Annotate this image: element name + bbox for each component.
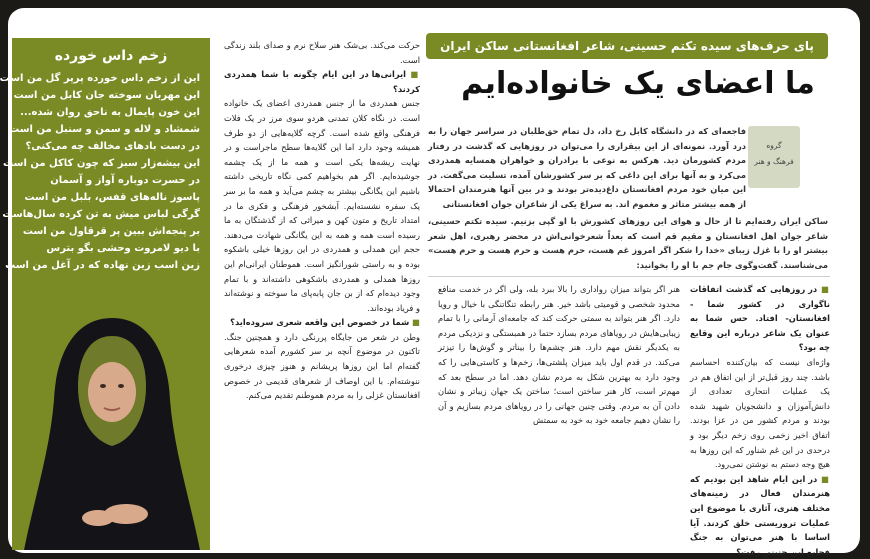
poem-line: در دست بادهای مخالف چه می‌کنی؟: [25, 141, 200, 152]
poem-line: این بیشه‌زار سبز که چون کاکل من است: [3, 158, 200, 169]
interview-question: ■ ایرانی‌ها در این ایام چگونه با شما همدردی کردند؟: [224, 69, 420, 94]
poem-title: زخم داس خورده: [54, 48, 168, 64]
poem-verses: [0, 70, 210, 274]
section-tag-line2: فرهنگ و هنر: [754, 157, 794, 166]
poem-line: بر پنجه‌اش ببین پر قرقاول من است: [22, 226, 200, 237]
poem-line: شمشاد و لاله و سمن و سنبل من است: [9, 124, 200, 135]
interview-question: ■ شما در خصوص این واقعه شعری سروده‌اید؟: [230, 317, 420, 328]
interview-question: ■ در روزهایی که گذشت اتفاقات ناگواری در کشور شما - افغانستان- افتاد. حس شما به عنوان یک شاعر درباره این وقایع چه بود؟: [690, 284, 830, 353]
poem-line: زین اسب زین نهاده که در آغل من است: [5, 260, 200, 271]
poem-line: این از زخم داس خورده پرپر گل من است: [0, 73, 200, 84]
interview-question: ■ در این ایام شاهد این بودیم که هنرمندان فعال در زمینه‌های مختلف هنری، آثاری با موضوع این عملیات تروریستی خلق کردند. آیا اساسا با هنر می‌توان به جنگ فجایع این چنینی رفت؟: [690, 473, 830, 557]
poem-line: این مهربان سوخته جان کابل من است: [13, 90, 200, 101]
column-3: [224, 38, 420, 403]
interview-answer: هنر اگر بتواند میزان رواداری را بالا ببرد بله، ولی اگر در خدمت منافع محدود شخصی و قومیتی باشد خیر. هنر رابطه تنگاتنگی با خیال و رویا دارد. اگر هنر بتواند به سمتی حرکت کند که جامعه‌ای آرمانی را با تمام زیبایی‌هایش در رویاهای مردم بسازد حتما در همبستگی و نزدیکی مردم به یکدیگر نقش مهم دارد. هنر چشم‌ها را بینا‌تر و گوش‌ها را تیزتر می‌کند. در قدم اول باید میزان پلشتی‌ها، زخم‌ها و کاستی‌هایی را که وجود دارد به بهترین شکل به مردم نشان دهد. اما در سطح بعد که مهم‌تر است، کار هنر ساختن است؛ ساختن یک جهان زیباتر و نشان دادن آن به مردم. وقتی چنین جهانی را در رویاهای مردم بسازیم و آن را نشان دهیم جامعه خود به خود به سمتش: [438, 284, 680, 426]
question-marker-icon: ■: [817, 473, 830, 484]
article-lead-continued: ساکن ایران رفته‌ایم تا از حال و هوای این روزهای کشورش با او گپی بزنیم. سیده تکتم حسینی، شاعر جوان اهل افغانستان و مقیم قم است که بعداً شعرخوانی‌اش در محضر رهبری، اهل شعر بیشتر او را با غزل زیبای «خدا را شکر اگر امروز غم هست، حرم هست و حرم هست و حرم هست» می‌شناسند. گفت‌وگوی جام جم با او را بخوانید:: [428, 216, 828, 270]
column-2: [438, 282, 680, 428]
article-kicker: پای حرف‌های سیده تکتم حسینی، شاعر افغانستانی ساکن ایران: [426, 33, 828, 59]
article-lead: فاجعه‌ای که در دانشگاه کابل رخ داد، دل تمام حق‌طلبان در سراسر جهان را به درد آورد. نمونه‌ای از این بیقراری را می‌توان در روزهایی که گذشت در رفتار مردم کشورمان دید. هرکس به نوعی با برادران و خواهران همسایه همدردی می‌کرد و به آنها برای این داغی که بر سر کشورشان آمده، تسلیت می‌گفت. در این میان خود مردم افغانستان داغ‌دیده‌تر بودند و در بین آنها هنرمندان احتمالا از همه بیشتر متاثر و مغموم اند. به سراغ یکی از شاعران جوان افغانستانی: [428, 126, 746, 209]
newspaper-page: [0, 8, 860, 557]
lead-divider: [428, 276, 830, 277]
poem-line: با دیو لامروت وحشی بگو بترس: [46, 243, 200, 254]
question-marker-icon: ■: [405, 69, 420, 80]
interview-answer: واژه‌ای نیست که بیان‌کننده احساسم باشد. چند روز قبل‌تر از این اتفاق هم در یک عملیات انتحاری تعدادی از دانش‌آموزان و دانشجویان شهید شده بودند و مردم کشور من در عزا بودند. اتفاق اخیر زخمی روی زخم دیگر بود و درحدی در این غم شناور که این روزها به هیچ وجه دستم به نوشتن نمی‌رود.: [690, 356, 830, 470]
interview-answer: وطن در شعر من جایگاه پررنگی دارد و همچنین جنگ. تاکنون در موضوع آنچه بر سر کشورم آمده شعرهایی گفته‌ام اما این روزها پریشانم و هنوز چیزی درخوری ننوشته‌ام. با این اوصاف از شعرهای قدیمی در خصوص افغانستان غزلی را به مردم هموطنم تقدیم می‌کنم.: [224, 331, 420, 401]
poem-line: گرگی لباس میش به تن کرده سال‌هاست: [2, 209, 200, 220]
article-headline: ما اعضای یک خانواده‌ایم: [461, 66, 815, 101]
interview-answer: جنس همدردی ما از جنس همدردی اعضای یک خانواده است. در نگاه کلان تمدنی هردو سوی مرز در یک فلات فرهنگی واقع شده است. گرچه گلایه‌هایی از دو طرف همیشه وجود دارد اما این گلایه‌ها سطح ماجراست و در نهایت ریشه‌ها یکی است و همه ما از یک چشمه جوشیده‌ایم. اگر هم بخواهیم کمی نگاه تاریخی داشته باشیم این یگانگی بیشتر به چشم می‌آید و همه ما بر سر یک سفره نشسته‌ایم. آبشخور فرهنگی و فکری ما در امتداد تاریخ و متون کهن و میراثی که از گذشتگان به ما رسیده است همه و همه به این یگانگی شهادت می‌دهند. حجم این همدلی و همدردی در این روزها خیلی باشکوه بوده و به راستی شورانگیز است. همو‌طنان ایرانی‌ام این روزها همدلی و همدردی باشکوهی داشته‌اند و با تمام وجود دیده‌ام که از بن جان پابه‌پای ما سوخته و نوشته‌اند و فریاد بوده‌اند.: [224, 98, 420, 313]
column-1: [690, 282, 830, 559]
poet-portrait: [14, 300, 210, 550]
section-tag-line1: گروه: [766, 141, 782, 150]
poem-sidebar: [0, 38, 210, 550]
poem-line: در حسرت دوباره آواز و آسمان: [50, 175, 200, 186]
section-tag: [748, 126, 800, 188]
poem-line: این خون پایمال به ناحق روان شده...: [20, 107, 200, 118]
question-marker-icon: ■: [409, 317, 420, 328]
question-marker-icon: ■: [817, 284, 830, 294]
interview-answer: حرکت می‌کند. بی‌شک هنر سلاح نرم و صدای بلند زندگی است.: [224, 40, 420, 65]
poem-line: پاسوز ناله‌های قفس، بلبل من است: [24, 192, 200, 203]
